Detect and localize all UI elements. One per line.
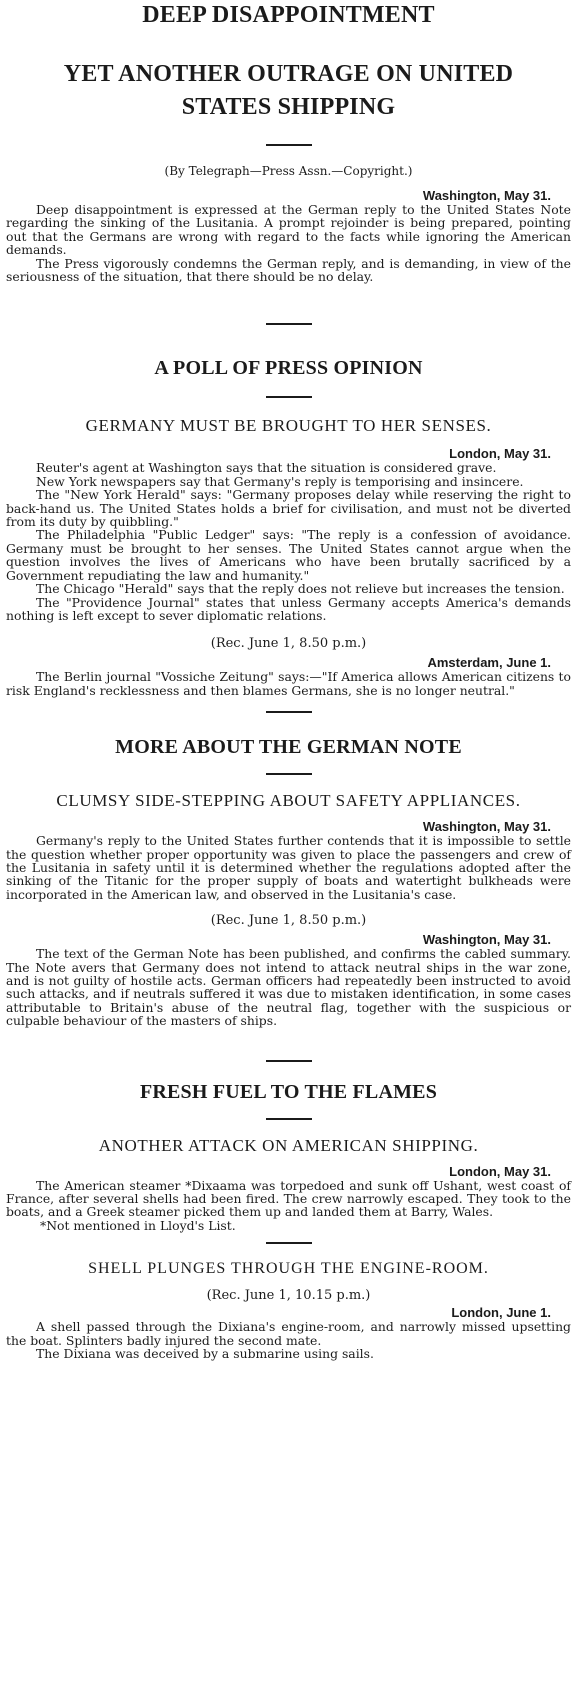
- dateline-fuel: London, May 31.: [449, 1163, 551, 1179]
- headline-fresh-fuel: FRESH FUEL TO THE FLAMES: [139, 1080, 438, 1103]
- received-note-fuel: (Rec. June 1, 10.15 p.m.): [206, 1288, 371, 1304]
- dateline-poll: London, May 31.: [449, 446, 551, 462]
- dateline-fuel-2: London, June 1.: [451, 1305, 551, 1321]
- poll-paragraph-2: New York newspapers say that Germany's reply is temporising and insincere.: [36, 473, 524, 489]
- dateline-amsterdam: Amsterdam, June 1.: [427, 655, 551, 671]
- subhead-shell-plunges: SHELL PLUNGES THROUGH THE ENGINE-ROOM.: [88, 1260, 489, 1278]
- headline-main-title: YET ANOTHER OUTRAGE ON UNITED STATES SHIPPING: [63, 61, 514, 120]
- poll-paragraph-5: The Chicago "Herald" says that the reply does not relieve but increases the tension.: [36, 581, 565, 597]
- fuel-footnote: *Not mentioned in Lloyd's List.: [40, 1217, 236, 1233]
- press-credit: (By Telegraph—Press Assn.—Copyright.): [164, 164, 413, 178]
- subhead-germany-senses: GERMANY MUST BE BROUGHT TO HER SENSES.: [85, 416, 492, 436]
- received-note-poll: (Rec. June 1, 8.50 p.m.): [210, 636, 367, 652]
- subhead-another-attack: ANOTHER ATTACK ON AMERICAN SHIPPING.: [98, 1135, 479, 1155]
- poll-paragraph-6: The "Providence Journal" states that unless Germany accepts America's demands nothing is left except to sever diplomatic relations.: [6, 594, 571, 623]
- poll-paragraph-1: Reuter's agent at Washington says that the situation is considered grave.: [36, 460, 497, 476]
- poll-paragraph-3: The "New York Herald" says: "Germany proposes delay while reserving the right to back-hand us. The United States holds a brief for civilisation, and must not be diverted from its duty by quibbling.": [6, 487, 571, 530]
- divider-rule: [266, 1242, 312, 1244]
- headline-deep-disappointment: DEEP DISAPPOINTMENT: [142, 2, 435, 28]
- subhead-clumsy-side-stepping: CLUMSY SIDE-STEPPING ABOUT SAFETY APPLIANCES.: [56, 791, 521, 811]
- divider-rule: [266, 1060, 312, 1062]
- headline-poll-of-press-opinion: A POLL OF PRESS OPINION: [154, 357, 423, 380]
- dateline-note-2: Washington, May 31.: [422, 932, 551, 948]
- divider-rule: [266, 323, 312, 325]
- divider-rule: [266, 773, 312, 775]
- note-paragraph-1: Germany's reply to the United States further contends that it is impossible to settle the question whether proper opportunity was given to place the passengers and crew of the Lusitania in safety until it is determined whether the regulations adopted after the sinking of the Titanic for the proper supply of boats and watertight bulkheads were incorporated in the American law, and observed in the Lusitania's case.: [6, 833, 571, 902]
- fuel-paragraph-3: The Dixiana was deceived by a submarine using sails.: [36, 1346, 374, 1362]
- fuel-paragraph-1: The American steamer *Dixaama was torpedoed and sunk off Ushant, west coast of France, after several shells had been fired. The crew narrowly escaped. They took to the boats, and a Greek steamer picked them up and landed them at Barry, Wales.: [6, 1177, 571, 1220]
- lead-paragraph-2: The Press vigorously condemns the German reply, and is demanding, in view of the seriousness of the situation, that there should be no delay.: [6, 255, 571, 285]
- dateline-lead: Washington, May 31.: [422, 188, 551, 203]
- note-paragraph-2: The text of the German Note has been published, and confirms the cabled summary. The Note avers that Germany does not intend to attack neutral ships in the war zone, and is not guilty of hostile acts. German officers had repeatedly been instructed to avoid such attacks, and if neutrals suffered it was due to mistaken identification, in some cases attributable to Britain's abuse of the neutral flag, together with the suspicious or culpable behaviour of the masters of ships.: [6, 946, 571, 1029]
- poll-paragraph-4: The Philadelphia "Public Ledger" says: "The reply is a confession of avoidance. Germany must be brought to her senses. The United States cannot argue when the question involves the lives of Americans who have been brutally sacrificed by a Government repudiating the law and humanity.": [6, 527, 571, 583]
- divider-rule: [266, 396, 312, 398]
- divider-rule: [266, 711, 312, 713]
- poll-paragraph-7: The Berlin journal "Vossiche Zeitung" says:—"If America allows American citizens to risk England's recklessness and then blames Germans, she is no longer neutral.": [6, 669, 571, 698]
- dateline-note: Washington, May 31.: [422, 819, 551, 835]
- fuel-paragraph-2: A shell passed through the Dixiana's engine-room, and narrowly missed upsetting the boat. Splinters badly injured the second mate.: [6, 1319, 571, 1348]
- divider-rule: [266, 144, 312, 146]
- lead-paragraph-1: Deep disappointment is expressed at the German reply to the United States Note regarding the sinking of the Lusitania. A prompt rejoinder is being prepared, pointing out that the Germans are wrong with regard to the facts while ignoring the American demands.: [6, 202, 571, 258]
- received-note-note: (Rec. June 1, 8.50 p.m.): [210, 913, 367, 929]
- divider-rule: [266, 1118, 312, 1120]
- headline-more-about-german-note: MORE ABOUT THE GERMAN NOTE: [115, 736, 462, 759]
